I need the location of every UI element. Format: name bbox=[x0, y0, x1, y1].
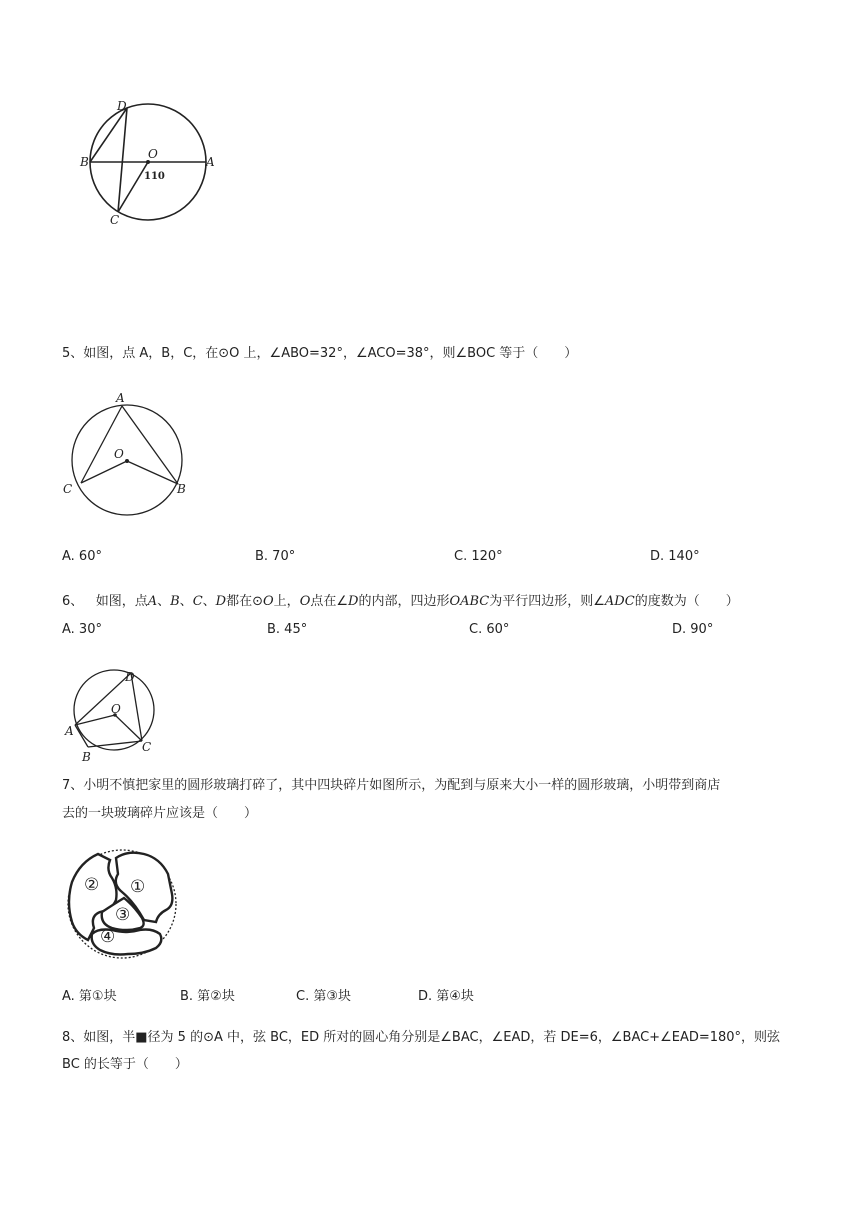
q5-option-c[interactable]: C. 120° bbox=[454, 549, 503, 564]
q7-broken-glass-figure bbox=[60, 842, 184, 966]
q4-label-b: B bbox=[80, 155, 89, 169]
q7-text-line1: 7、小明不慎把家里的圆形玻璃打碎了，其中四块碎片如图所示，为配到与原来大小一样的圆形玻璃，小明带到商店 bbox=[62, 778, 721, 793]
q6-option-d[interactable]: D. 90° bbox=[672, 622, 714, 637]
q5-label-o: O bbox=[114, 447, 124, 461]
q6-label-d: D bbox=[125, 670, 135, 684]
q4-label-a: A bbox=[206, 155, 215, 169]
q4-label-o: O bbox=[148, 147, 158, 161]
q6-option-a[interactable]: A. 30° bbox=[62, 622, 102, 637]
q6-label-b: B bbox=[82, 750, 91, 764]
q5-label-b: B bbox=[177, 482, 186, 496]
q8-text-line2: BC 的长等于（ ） bbox=[62, 1057, 188, 1072]
q8-text-line1: 8、如图，半■径为 5 的⊙A 中，弦 BC，ED 所对的圆心角分别是∠BAC，∠EAD，若 DE=6，∠BAC+∠EAD=180°，则弦 bbox=[62, 1030, 781, 1045]
q5-circle-figure bbox=[58, 390, 198, 525]
q5-option-d[interactable]: D. 140° bbox=[650, 549, 700, 564]
q7-piece-3-label: ③ bbox=[115, 905, 131, 925]
q7-option-a[interactable]: A. 第①块 bbox=[62, 989, 117, 1004]
q7-option-b[interactable]: B. 第②块 bbox=[180, 989, 235, 1004]
q5-text: 5、如图，点 A，B，C，在⊙O 上，∠ABO=32°，∠ACO=38°，则∠BOC 等于（ ） bbox=[62, 346, 578, 361]
q6-text: 6、 如图，点A、B、C、D都在⊙O上，O点在∠D的内部，四边形OABC为平行四边形，则∠ADC的度数为（ ） bbox=[62, 594, 739, 609]
q7-piece-4-label: ④ bbox=[100, 927, 116, 947]
q4-circle-figure bbox=[78, 98, 218, 228]
q4-label-c: C bbox=[110, 213, 120, 227]
q5-label-a: A bbox=[116, 391, 125, 405]
q6-label-a: A bbox=[65, 724, 74, 738]
q7-option-d[interactable]: D. 第④块 bbox=[418, 989, 474, 1004]
q6-circle-figure bbox=[62, 664, 162, 764]
q4-label-d: D bbox=[117, 99, 127, 113]
q7-piece-2-label: ② bbox=[84, 875, 100, 895]
q4-angle-label: 110 bbox=[144, 171, 165, 182]
q6-label-c: C bbox=[142, 740, 152, 754]
q5-option-b[interactable]: B. 70° bbox=[255, 549, 296, 564]
q7-piece-1-label: ① bbox=[130, 877, 146, 897]
q6-label-o: O bbox=[111, 702, 121, 716]
q5-option-a[interactable]: A. 60° bbox=[62, 549, 102, 564]
q5-label-c: C bbox=[63, 482, 73, 496]
q7-option-c[interactable]: C. 第③块 bbox=[296, 989, 351, 1004]
q6-option-c[interactable]: C. 60° bbox=[469, 622, 510, 637]
q7-text-line2: 去的一块玻璃碎片应该是（ ） bbox=[62, 806, 258, 821]
q6-option-b[interactable]: B. 45° bbox=[267, 622, 308, 637]
